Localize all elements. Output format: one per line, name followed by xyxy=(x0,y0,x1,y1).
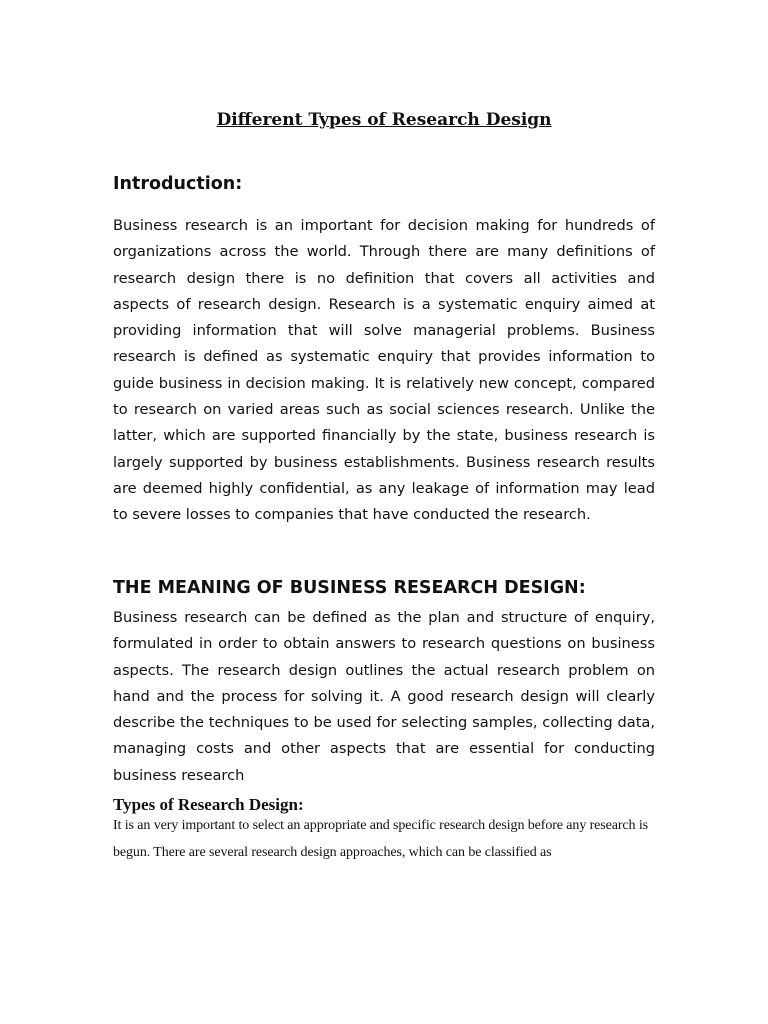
introduction-paragraph: Business research is an important for decision making for hundreds of organizations across the world. Through there are many definitions of research design there is no definition that covers all activities and aspects of research design. Research is a systematic enquiry aimed at providing information that will solve managerial problems. Business research is defined as systematic enquiry that provides information to guide business in decision making. It is relatively new concept, compared to research on varied areas such as social sciences research. Unlike the latter, which are supported financially by the state, business research is largely supported by business establishments. Business research results are deemed highly confidential, as any leakage of information may lead to severe losses to companies that have conducted the research. xyxy=(113,217,655,524)
meaning-paragraph: Business research can be defined as the plan and structure of enquiry, formulated in order to obtain answers to research questions on business aspects. The research design outlines the actual research problem on hand and the process for solving it. A good research design will clearly describe the techniques to be used for selecting samples, collecting data, managing costs and other aspects that are essential for conducting business research xyxy=(113,609,655,784)
types-paragraph: It is an very important to select an appropriate and specific research design before any research is begun. There are several research design approaches, which can be classified as xyxy=(113,818,648,860)
meaning-heading: THE MEANING OF BUSINESS RESEARCH DESIGN: xyxy=(113,578,586,598)
introduction-heading: Introduction: xyxy=(113,174,243,194)
document-title: Different Types of Research Design xyxy=(216,110,552,130)
types-heading: Types of Research Design: xyxy=(113,795,304,814)
